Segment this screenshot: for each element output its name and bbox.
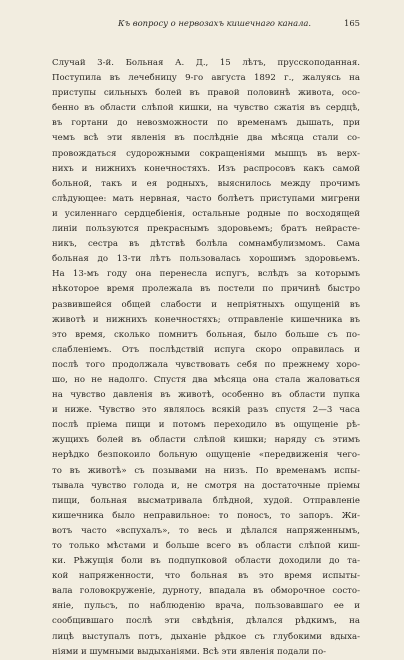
text-line: послѣ того продолжала чувствовать себя по прежнему хоро- [52, 359, 360, 370]
page-number: 165 [344, 18, 360, 28]
text-line: вотъ часто «вспухалъ», то весь и дѣлался напряженнымъ, [52, 525, 360, 536]
text-line: вала головокруженіе, дурноту, впадала въ обморочное состо- [52, 586, 360, 597]
text-line: больная до 13-ти лѣтъ пользовалась хорошимъ здоровьемъ. [52, 254, 360, 265]
text-line: и усиленнаго сердцебіенія, остальные родные по восходящей [52, 208, 360, 219]
text-line: больной, такъ и ея родныхъ, выяснилось между прочимъ [52, 178, 360, 189]
text-line: яніе, пульсъ, по наблюденію врача, пользовавшаго ее и [52, 601, 360, 612]
text-line: на чувство давленія въ животѣ, особенно въ области пупка [52, 390, 360, 401]
body-text [52, 56, 360, 660]
text-line: лицѣ выступалъ потъ, дыханіе рѣдкое съ глубокими вдыха- [52, 631, 360, 642]
text-line: въ гортани до невозможности по временамъ дышать, при [52, 118, 360, 129]
text-line: это время, сколько помнитъ больная, было больше съ по- [52, 329, 360, 340]
text-line: животѣ и нижнихъ конечностяхъ; отправленіе кишечника въ [52, 314, 360, 325]
text-line: и ниже. Чувство это являлось всякій разъ спустя 2—3 часа [52, 405, 360, 416]
text-line: слабленіемъ. Отъ послѣдствій испуга скоро оправилась и [52, 344, 360, 355]
text-line: ніями и шумными выдыханіями. Всѣ эти явленія подали по- [52, 646, 327, 657]
text-line: Поступила въ лечебницу 9-го августа 1892 г., жалуясь на [52, 73, 360, 84]
text-line: кой напряженности, что больная въ это время испыты- [52, 571, 360, 582]
text-line: то только мѣстами и больше всего въ области слѣпой киш- [52, 541, 360, 551]
text-line: нѣкоторое время пролежала въ постели по причинѣ быстро [52, 284, 360, 295]
text-line: жущихъ болей въ области слѣпой кишки; наряду съ этимъ [52, 435, 360, 446]
text-line: На 13-мъ году она перенесла испугъ, вслѣдъ за которымъ [52, 269, 360, 280]
text-line: линіи пользуются прекраснымъ здоровьемъ; братъ нейрасте- [52, 224, 360, 235]
text-line: никъ, сестра въ дѣтствѣ болѣла сомнамбулизмомъ. Сама [52, 239, 360, 250]
text-line: сообщившаго послѣ эти свѣдѣнія, дѣлался рѣдкимъ, на [52, 616, 360, 627]
text-line: развившейся общей слабости и непріятныхъ ощущеній въ [52, 299, 360, 310]
text-line: нихъ и нижнихъ конечностяхъ. Изъ распросовъ какъ самой [52, 163, 360, 174]
text-line: нерѣдко безпокоило больную ощущеніе «передвиженія чего- [52, 450, 360, 461]
text-line: послѣ пріема пищи и потомъ переходило въ ощущеніе рѣ- [52, 420, 360, 431]
text-line: слѣдующее: мать нервная, часто болѣетъ приступами мигрени [52, 193, 360, 204]
text-line: приступы сильныхъ болей въ правой половинѣ живота, осо- [52, 88, 360, 99]
running-title: Къ вопросу о нервозахъ кишечнаго канала. [118, 18, 312, 28]
text-line: чемъ всѣ эти явленія въ послѣдніе два мѣсяца стали со- [52, 133, 360, 144]
text-line: пищи, больная высматривала блѣдной, худой. Отправленіе [52, 495, 360, 506]
text-line: провождаться судорожными сокращеніями мышцъ въ верх- [52, 148, 360, 159]
text-line: ки. Рѣжущія боли въ подпупковой области доходили до та- [52, 556, 360, 567]
text-line: тывала чувство голода и, не смотря на достаточные пріемы [52, 480, 360, 491]
text-line: бенно въ области слѣпой кишки, на чувство сжатія въ сердцѣ, [52, 103, 360, 114]
text-line: кишечника было неправильное: то поносъ, то запоръ. Жи- [52, 510, 360, 521]
text-line: Случай 3-й. Больная А. Д., 15 лѣтъ, прусскоподанная. [52, 58, 360, 68]
text-line: то въ животѣ» съ позывами на низъ. По временамъ испы- [52, 465, 360, 476]
text-line: шо, но не надолго. Спустя два мѣсяца она стала жаловаться [52, 374, 360, 385]
